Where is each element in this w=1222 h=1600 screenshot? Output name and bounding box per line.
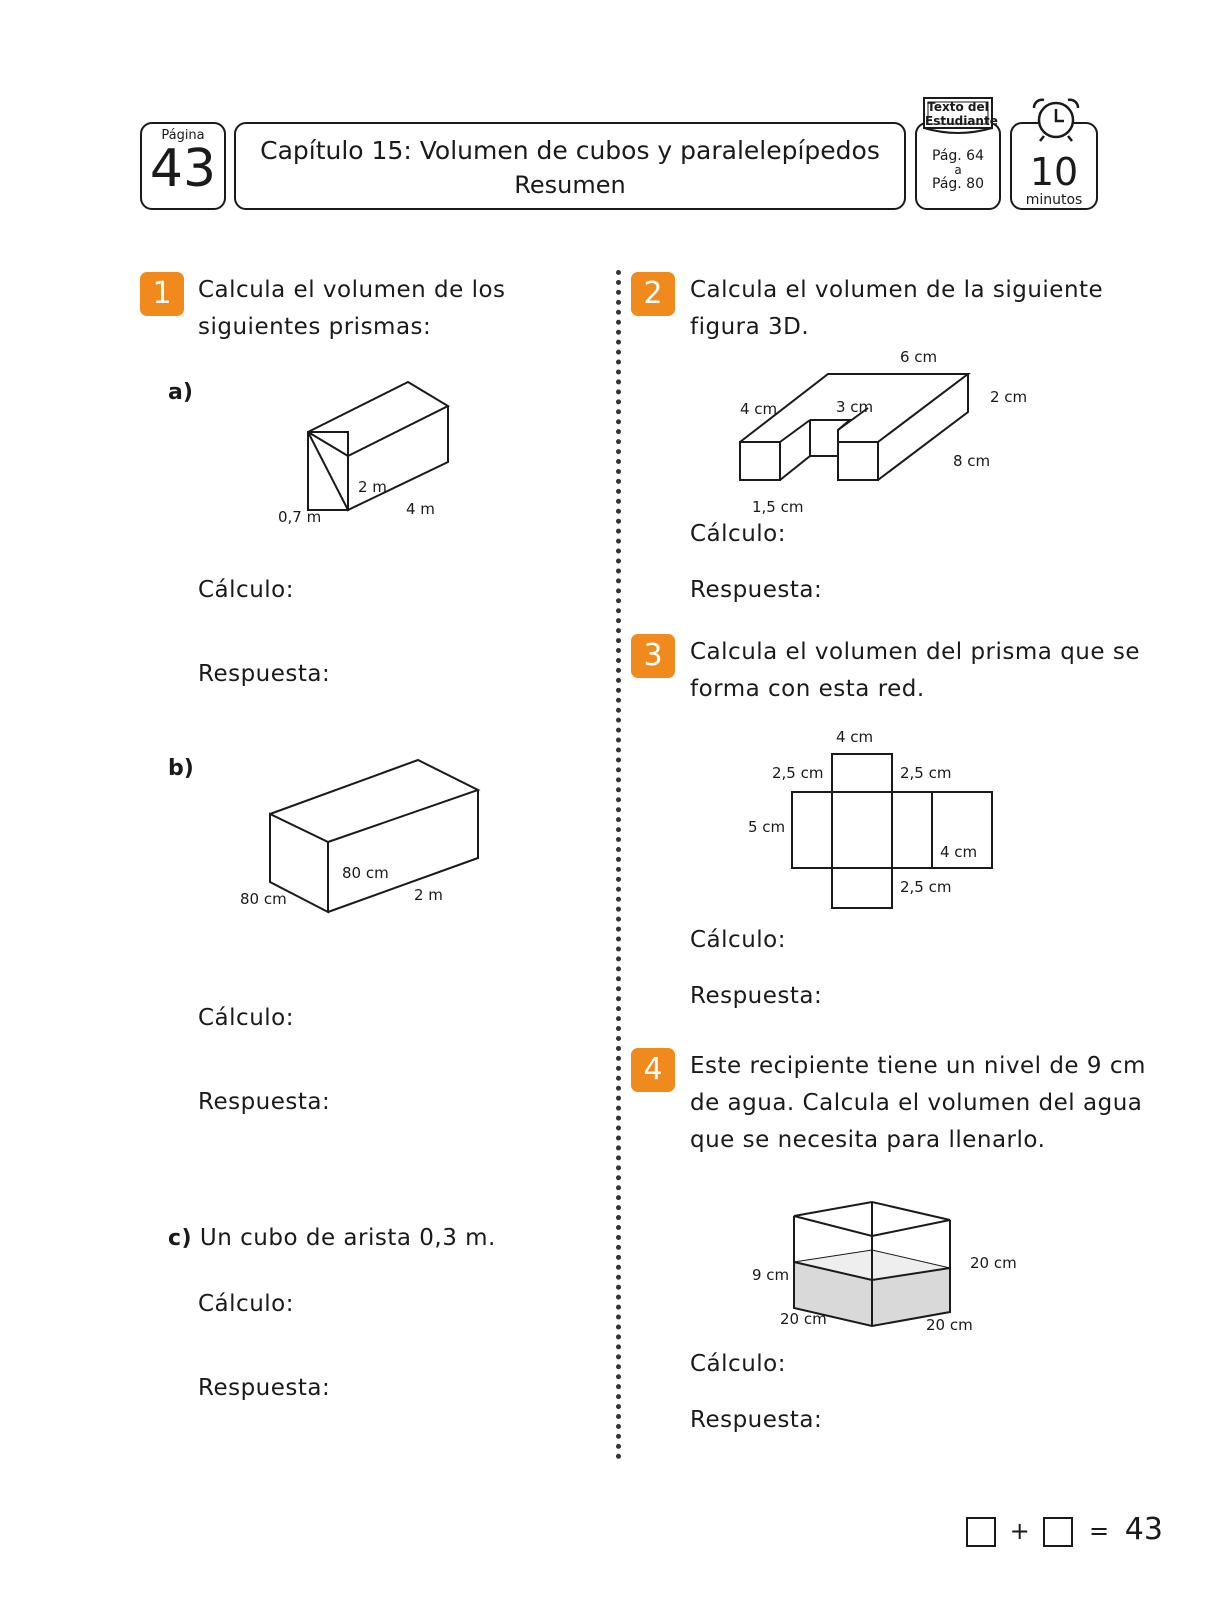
minutes-label: minutos: [1025, 192, 1083, 208]
q1b-length-label: 2 m: [414, 886, 443, 904]
page-label: Página: [161, 128, 205, 143]
question-2-prompt-line1: Calcula el volumen de la siguiente: [690, 277, 1104, 303]
q1a-answer-label: Respuesta:: [198, 661, 331, 687]
q3-top-label: 4 cm: [836, 728, 874, 746]
chapter-subtitle: Resumen: [514, 171, 626, 199]
q1a-label: a): [168, 380, 193, 405]
question-1-badge: 1: [140, 272, 184, 316]
q4-water-label: 9 cm: [752, 1266, 790, 1284]
question-4-prompt-line3: que se necesita para llenarlo.: [690, 1127, 1046, 1153]
textbook-reference-box: [915, 122, 1001, 210]
q1c-label: c): [168, 1226, 193, 1251]
question-4-prompt-line2: de agua. Calcula el volumen del agua: [690, 1090, 1143, 1116]
q3-answer-label: Respuesta:: [690, 983, 823, 1009]
equals-sign: =: [1089, 1517, 1110, 1545]
book-label: [925, 100, 998, 128]
q1b-label: b): [168, 756, 194, 781]
q1b-answer-label: Respuesta:: [198, 1089, 331, 1115]
q1a-width-label: 0,7 m: [278, 508, 322, 526]
q2-left-top-label: 4 cm: [740, 400, 778, 418]
question-4-badge: 4: [631, 1048, 675, 1092]
ref-a: a: [954, 163, 962, 177]
book-label-line2: Estudiante: [925, 114, 998, 128]
q2-top-label: 6 cm: [900, 348, 938, 366]
page-number: 43: [149, 139, 217, 199]
q1b-width-label: 80 cm: [240, 890, 287, 908]
score-total: 43: [1124, 1512, 1163, 1547]
q2-right-label: 2 cm: [990, 388, 1028, 406]
page-number-box: [140, 122, 226, 210]
question-1-prompt-line1: Calcula el volumen de los: [198, 277, 506, 303]
column-divider: [616, 270, 621, 1460]
q1b-prism-figure: [260, 752, 490, 912]
alarm-clock-icon: [1030, 96, 1082, 142]
question-3-badge: 3: [631, 634, 675, 678]
question-1-prompt: [198, 272, 506, 346]
q3-calc-label: Cálculo:: [690, 927, 786, 953]
q2-depth-label: 8 cm: [953, 452, 991, 470]
q4-side-label: 20 cm: [926, 1316, 973, 1334]
q1a-length-label: 4 m: [406, 500, 435, 518]
q2-bottom-label: 1,5 cm: [752, 498, 804, 516]
plus-sign: +: [1009, 1517, 1030, 1545]
minutes-value: 10: [1029, 150, 1079, 194]
score-equation: [966, 1512, 1163, 1547]
ref-from: Pág. 64: [932, 148, 984, 164]
question-2-badge: 2: [631, 272, 675, 316]
q3-top-left-label: 2,5 cm: [772, 764, 824, 782]
q3-left-label: 5 cm: [748, 818, 786, 836]
q2-notch-label: 3 cm: [836, 398, 874, 416]
q2-answer-label: Respuesta:: [690, 577, 823, 603]
q1b-height-label: 80 cm: [342, 864, 389, 882]
ref-to: Pág. 80: [932, 176, 984, 192]
q1c: [168, 1220, 496, 1257]
score-box-1[interactable]: [966, 1517, 996, 1547]
q2-u-shape-figure: [730, 360, 1000, 500]
book-label-line1: Texto del: [927, 100, 989, 114]
question-3-prompt-line1: Calcula el volumen del prisma que se: [690, 639, 1140, 665]
score-box-2[interactable]: [1043, 1517, 1073, 1547]
q4-height-label: 20 cm: [970, 1254, 1017, 1272]
question-2-prompt: [690, 272, 1103, 346]
question-4-prompt: [690, 1048, 1146, 1159]
q4-calc-label: Cálculo:: [690, 1351, 786, 1377]
question-2-prompt-line2: figura 3D.: [690, 314, 810, 340]
q3-bottom-right-label: 2,5 cm: [900, 878, 952, 896]
chapter-title: Capítulo 15: Volumen de cubos y paralelepípedos: [260, 136, 880, 165]
question-3-prompt-line2: forma con esta red.: [690, 676, 925, 702]
q1c-calc-label: Cálculo:: [198, 1291, 294, 1317]
q4-answer-label: Respuesta:: [690, 1407, 823, 1433]
chapter-title-box: [234, 122, 906, 210]
question-3-prompt: [690, 634, 1140, 708]
question-1-prompt-line2: siguientes prismas:: [198, 314, 432, 340]
q1b-calc-label: Cálculo:: [198, 1005, 294, 1031]
q2-calc-label: Cálculo:: [690, 521, 786, 547]
q3-top-right-label: 2,5 cm: [900, 764, 952, 782]
q1a-prism-figure: [270, 370, 470, 530]
q1c-text: Un cubo de arista 0,3 m.: [199, 1225, 496, 1251]
q1a-calc-label: Cálculo:: [198, 577, 294, 603]
question-4-prompt-line1: Este recipiente tiene un nivel de 9 cm: [690, 1053, 1146, 1079]
q3-inner-label: 4 cm: [940, 843, 978, 861]
q4-front-label: 20 cm: [780, 1310, 827, 1328]
q1a-height-label: 2 m: [358, 478, 387, 496]
q1c-answer-label: Respuesta:: [198, 1375, 331, 1401]
